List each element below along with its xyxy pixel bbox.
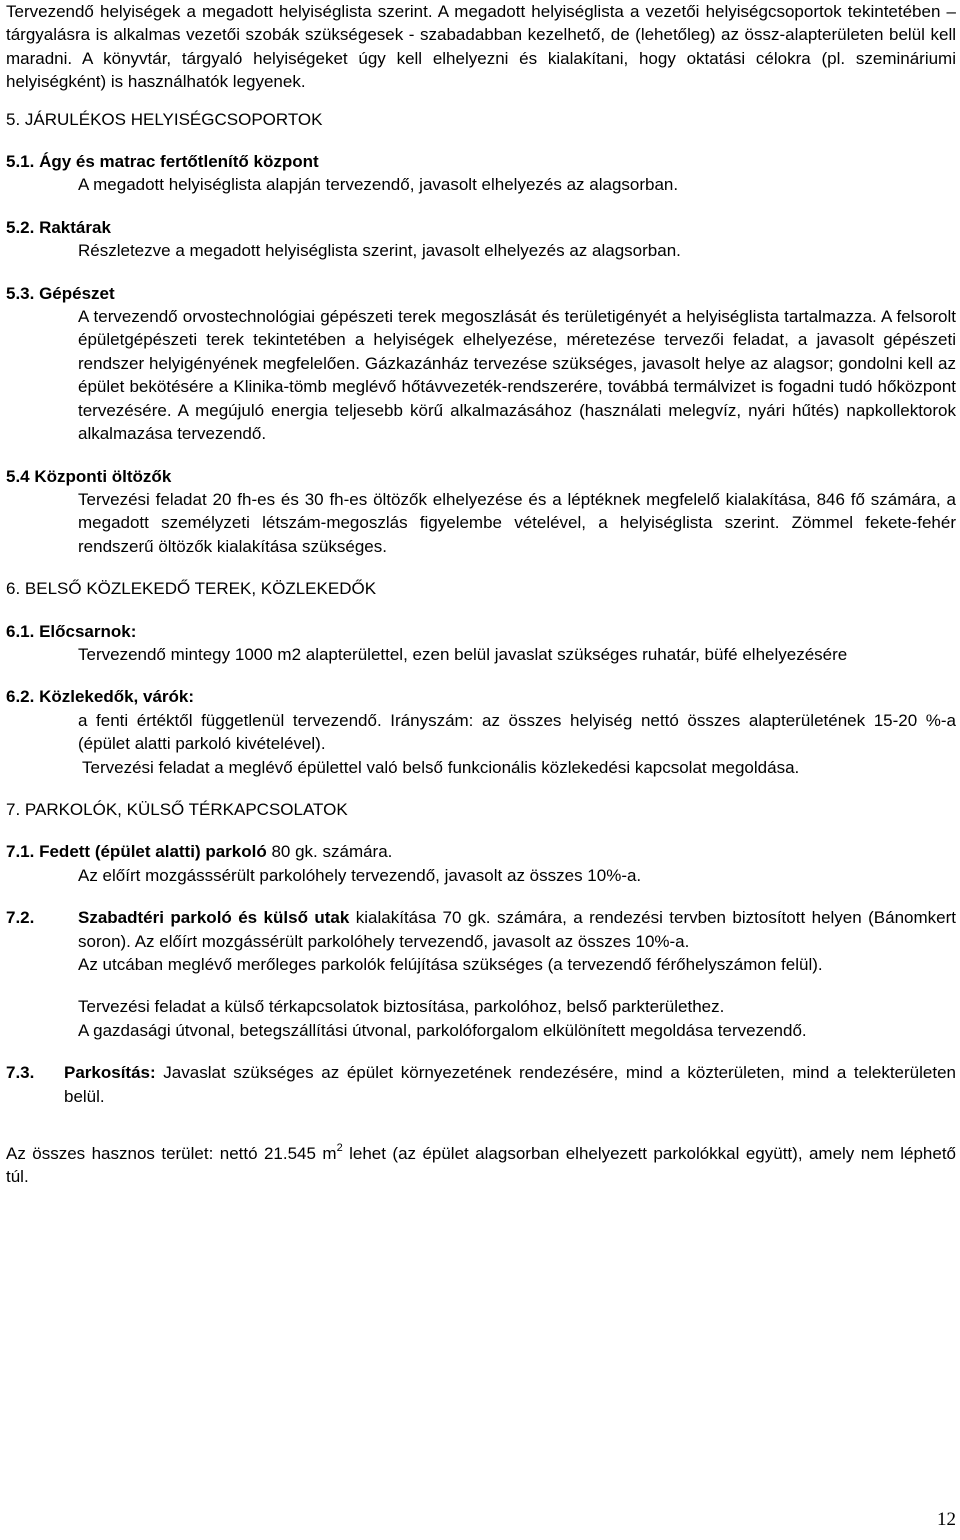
summary-pre: Az összes hasznos terület: nettó 21.545 m (6, 1144, 337, 1164)
section-5-1-title: 5.1. Ágy és matrac fertőtlenítő központ (6, 152, 319, 172)
section-7-2-body4: A gazdasági útvonal, betegszállítási útvonal, parkolóforgalom elkülönített megoldása tervezendő. (78, 1020, 807, 1040)
section-7-2-body2: Az utcában meglévő merőleges parkolók felújítása szükséges (a tervezendő férőhelyszámon felül). (78, 955, 823, 974)
section-7-1-rest: 80 gk. számára. (266, 842, 393, 862)
section-7-2-lead (78, 906, 956, 953)
section-6-2-body: a fenti értéktől függetlenül tervezendő. Irányszám: az összes helyiség nettó összes alapterületének 15-20 %-a (épület alatti parkoló kivételével). (78, 710, 956, 754)
section-7-heading: 7. PARKOLÓK, KÜLSŐ TÉRKAPCSOLATOK (6, 799, 348, 819)
section-5-4-title: 5.4 Központi öltözők (6, 466, 172, 486)
document-page (6, 0, 956, 1189)
section-5-heading: 5. JÁRULÉKOS HELYISÉGCSOPORTOK (6, 109, 323, 129)
section-7-3-lead (64, 1061, 956, 1108)
section-7-2 (6, 906, 956, 1042)
page-number: 12 (937, 1509, 956, 1530)
section-7-1-number: 7.1. (6, 842, 35, 862)
section-5-3-title: 5.3. Gépészet (6, 283, 115, 303)
section-7-3-title: Parkosítás: (64, 1063, 156, 1083)
intro-paragraph: Tervezendő helyiségek a megadott helyiséglista szerint. A megadott helyiséglista a vezetői helyiségcsoportok tekintetében – tárgyalásra is alkalmas vezetői szobák szükségesek - szabadabban kezelhető, de (lehetőleg) az össz-alapterületen belül kell maradni. A könyvtár, tárgyaló helyiségeket úgy kell elhelyezni és kialakítani, hogy oktatási célokra (pl. szemináriumi helyiségként) is használhatók legyenek. (6, 2, 956, 92)
summary-post: lehet (az épület alagsorban elhelyezett parkolókkal együtt), amely nem léphető túl. (6, 1144, 957, 1187)
section-7-2-rest: kialakítása 70 gk. számára, a rendezési tervben biztosított helyen (Bánomkert soron). Az előírt mozgássérült parkolóhely tervezendő, javasolt az összes 10%-a. (78, 908, 956, 951)
section-6-2-body2: Tervezési feladat a meglévő épülettel való belső funkcionális közlekedési kapcsolat megoldása. (82, 757, 800, 777)
section-6-2-title: 6.2. Közlekedők, várók: (6, 687, 195, 707)
section-5-3-body: A tervezendő orvostechnológiai gépészeti terek megoszlását és területigényét a helyiséglista tartalmazza. A felsorolt épületgépészeti terek tekintetében a helyiségek elhelyezése, méretezése tervezői feladat, a javasolt gépészeti rendszer helyigényének megfelelően. Gázkazánház tervezése szükséges, javasolt helye az alagsor; gondolni kell az épület bekötésére a Klinika-tömb meglévő hőtávvezeték-rendszerére, továbbá termálvizet is fogadni tudó hőközpont tervezésére. A megújuló energia teljesebb körű alkalmazásához (használati melegvíz, nyári hűtés) napkollektorok alkalmazása tervezendő. (78, 307, 956, 444)
section-6-1-title: 6.1. Előcsarnok: (6, 621, 137, 641)
section-7-1-body: Az előírt mozgásssérült parkolóhely tervezendő, javasolt az összes 10%-a. (78, 865, 642, 885)
section-5-4-body: Tervezési feladat 20 fh-es és 30 fh-es öltözők elhelyezése és a léptéknek megfelelő kialakítása, 846 fő számára, a megadott személyzeti létszám-megoszlás figyelembe vételével, a helyiséglista szerint. Zömmel fekete-fehér rendszerű öltözők kialakítása szükséges. (78, 489, 956, 556)
section-6-1-body: Tervezendő mintegy 1000 m2 alapterülettel, ezen belül javaslat szükséges ruhatár, büfé elhelyezésére (78, 644, 848, 664)
section-7-2-number: 7.2. (6, 908, 35, 928)
section-7-3 (6, 1061, 956, 1108)
section-5-1-body: A megadott helyiséglista alapján tervezendő, javasolt elhelyezés az alagsorban. (78, 175, 679, 195)
section-7-3-content (64, 1061, 956, 1108)
section-7-1-title: Fedett (épület alatti) parkoló (39, 842, 267, 862)
section-5-2-title: 5.2. Raktárak (6, 217, 111, 237)
section-7-3-number: 7.3. (6, 1063, 35, 1083)
section-7-2-body3: Tervezési feladat a külső térkapcsolatok biztosítása, parkolóhoz, belső parkterülethez. (78, 997, 725, 1017)
section-7-3-rest: Javaslat szükséges az épület környezetének rendezésére, mind a közterületen, mind a telekterületen belül. (64, 1063, 956, 1106)
section-7-1-line (6, 840, 956, 863)
section-6-heading: 6. BELSŐ KÖZLEKEDŐ TEREK, KÖZLEKEDŐK (6, 579, 377, 599)
section-7-2-content (78, 906, 956, 1042)
section-7-2-title: Szabadtéri parkoló és külső utak (78, 908, 350, 928)
summary-paragraph (6, 1142, 956, 1189)
section-5-2-body: Részletezve a megadott helyiséglista szerint, javasolt elhelyezés az alagsorban. (78, 241, 681, 261)
summary-superscript: 2 (336, 1142, 343, 1155)
